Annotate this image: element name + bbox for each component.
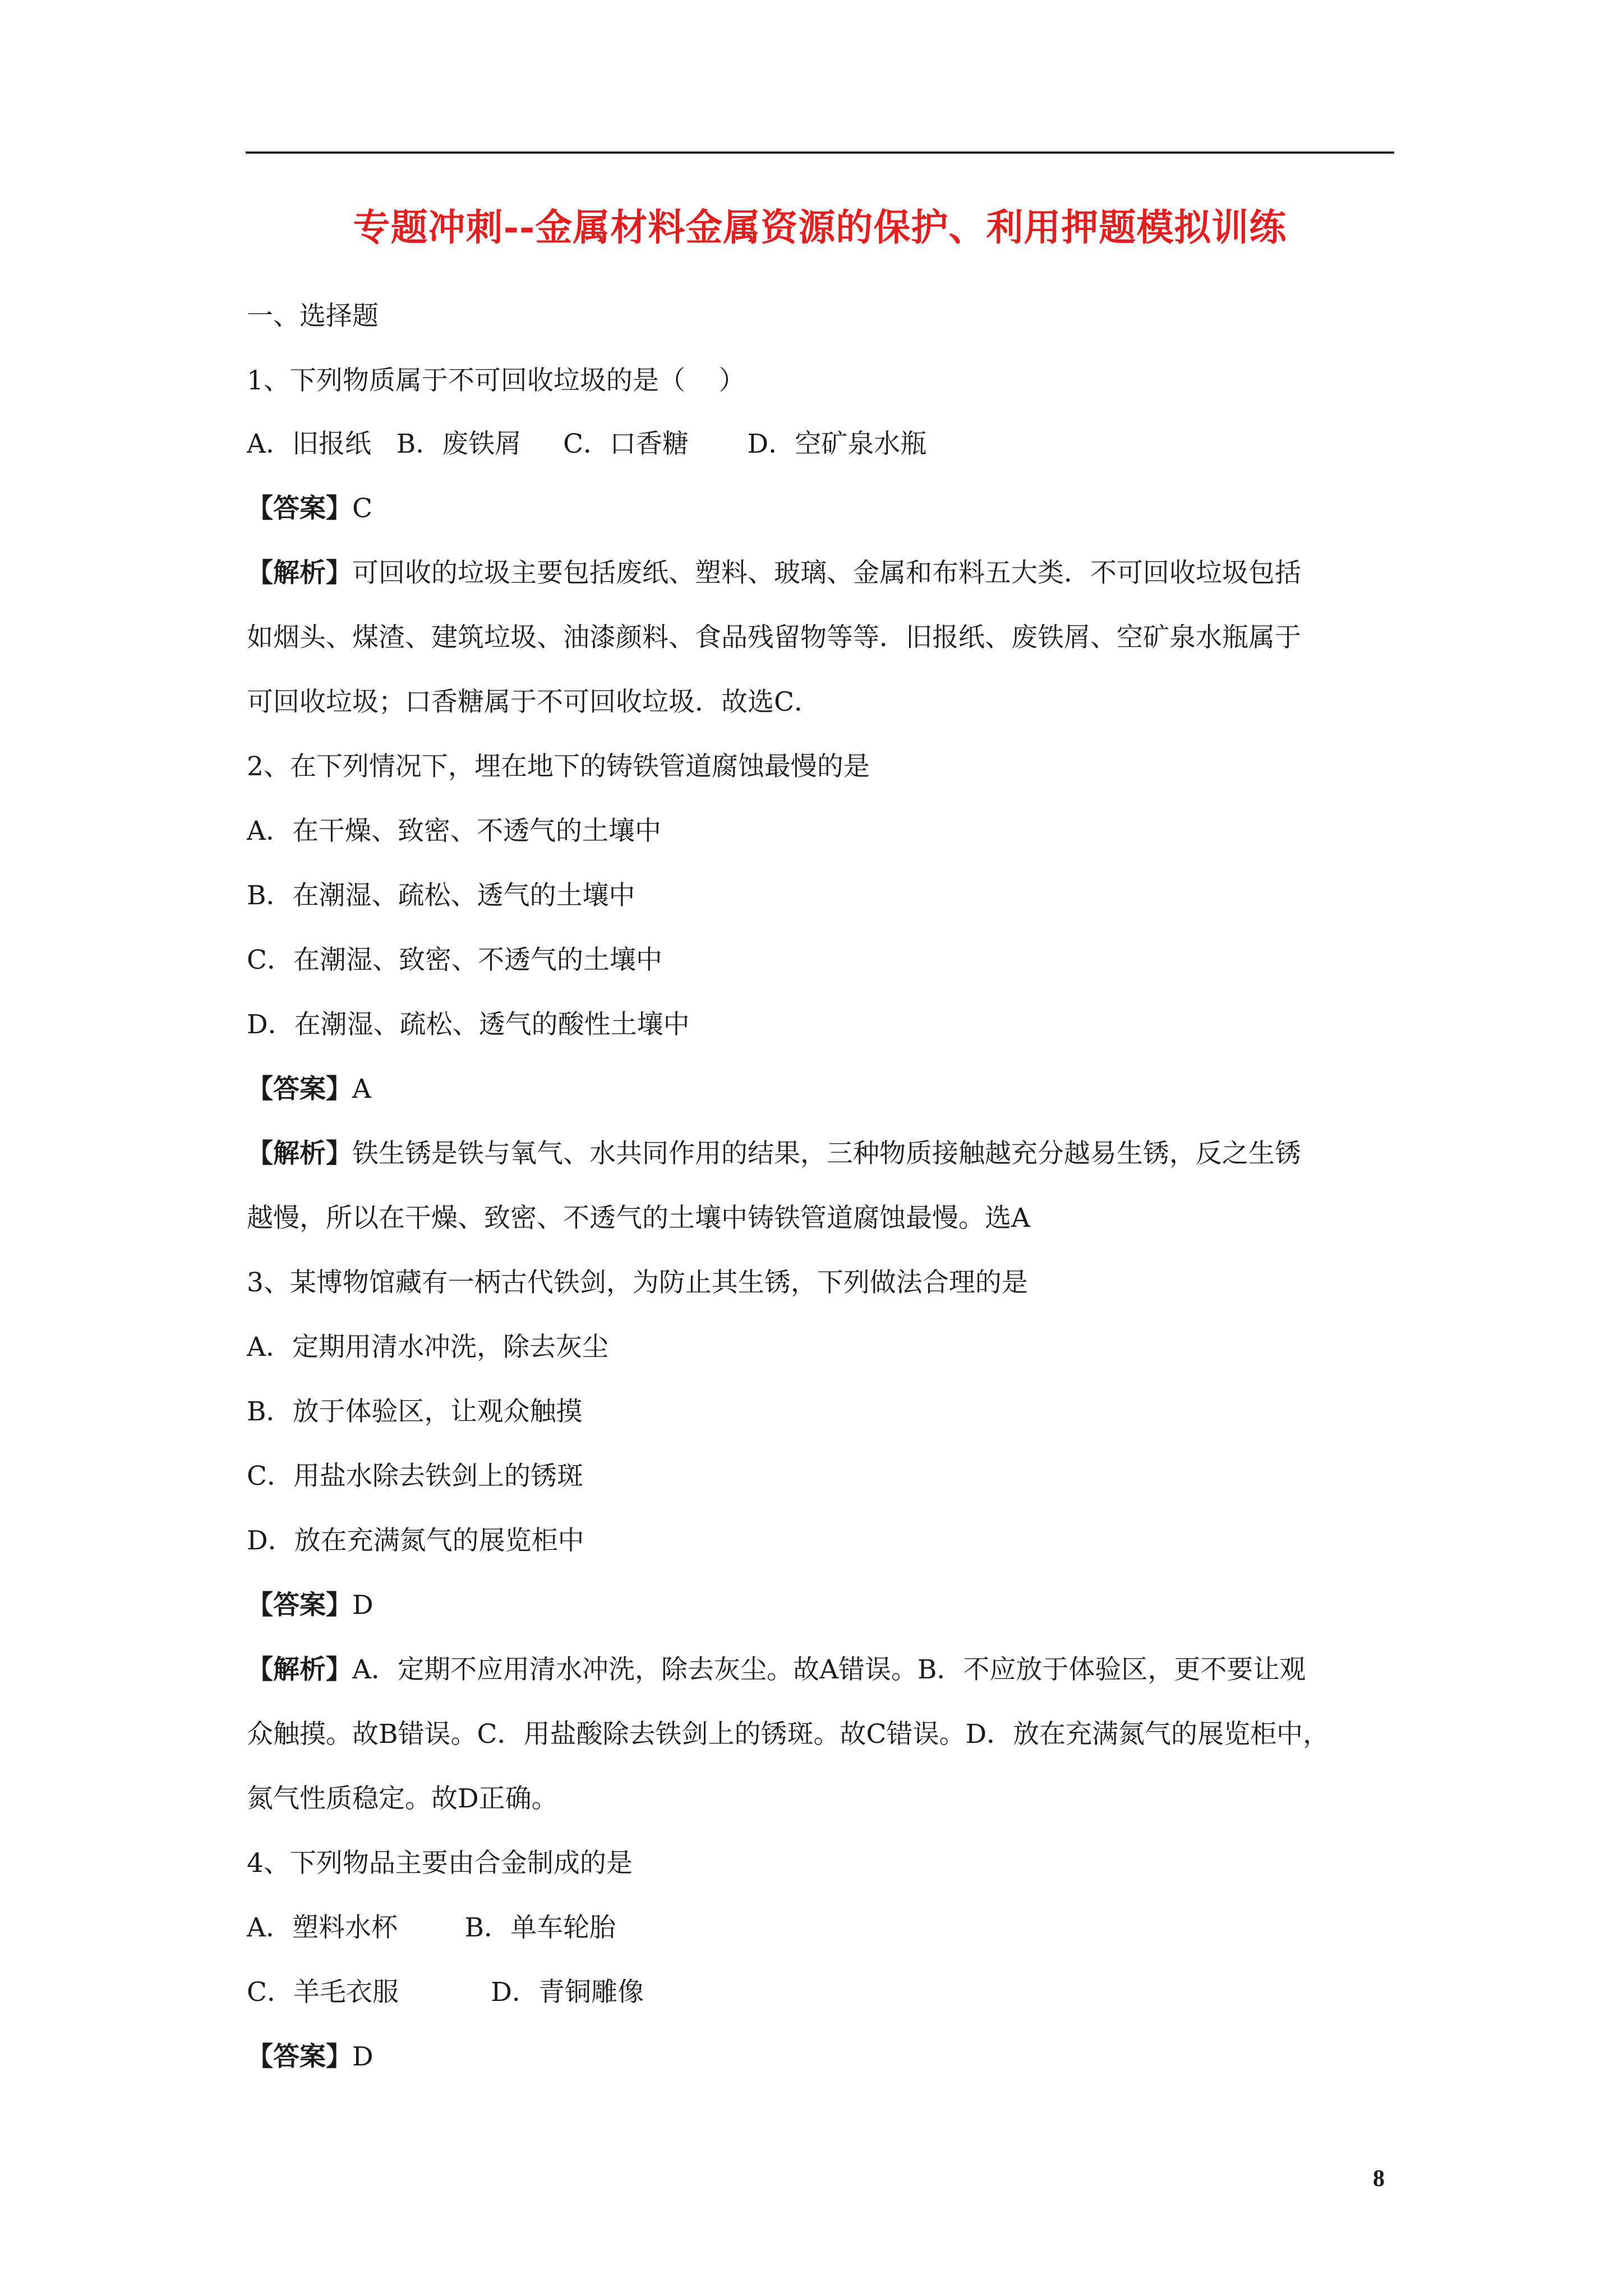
option-line: D．在潮湿、疏松、透气的酸性土壤中 [247,1009,690,1040]
question-1-stem: 1、下列物质属于不可回收垃圾的是（ ） [247,365,745,396]
page-title: 专题冲刺--金属材料金属资源的保护、利用押题模拟训练 [353,205,1287,249]
header-rule [246,151,1394,154]
page-number: 8 [1373,2166,1385,2192]
option-line: A．在干燥、致密、不透气的土壤中 [247,816,661,846]
question-2-answer [247,1074,371,1105]
analysis-line: 如烟头、煤渣、建筑垃圾、油漆颜料、食品残留物等等．旧报纸、废铁屑、空矿泉水瓶属于 [247,622,1301,653]
option-line: A．定期用清水冲洗，除去灰尘 [247,1332,608,1363]
option-line: C．在潮湿、致密、不透气的土壤中 [247,945,662,976]
answer-tag: 【答案】 [247,1590,352,1621]
question-3-answer [247,1590,374,1621]
option-line: C．羊毛衣服 D．青铜雕像 [247,1977,644,2008]
question-1-analysis [247,560,1301,586]
answer-value: A [352,1074,371,1105]
answer-tag: 【答案】 [247,2041,352,2072]
analysis-line: 越慢，所以在干燥、致密、不透气的土壤中铸铁管道腐蚀最慢。选A [247,1203,1030,1234]
question-2-stem: 2、在下列情况下，埋在地下的铸铁管道腐蚀最慢的是 [247,751,870,782]
option-line: C．用盐水除去铁剑上的锈斑 [247,1461,583,1492]
analysis-line: 铁生锈是铁与氧气、水共同作用的结果，三种物质接触越充分越易生锈，反之生锈 [352,1138,1301,1169]
analysis-line: 可回收的垃圾主要包括废纸、塑料、玻璃、金属和布料五大类．不可回收垃圾包括 [352,558,1301,588]
analysis-line: 氮气性质稳定。故D正确。 [247,1783,558,1814]
option-line: B．放于体验区，让观众触摸 [247,1396,583,1427]
analysis-tag: 【解析】 [247,558,352,588]
question-1-answer [247,495,372,522]
question-4-stem: 4、下列物品主要由合金制成的是 [247,1848,633,1879]
option-line: B．在潮湿、疏松、透气的土壤中 [247,880,635,911]
analysis-tag: 【解析】 [247,1654,352,1685]
question-3-analysis [247,1654,1306,1685]
analysis-line: A．定期不应用清水冲洗，除去灰尘。故A错误。B．不应放于体验区，更不要让观 [352,1654,1306,1685]
answer-value: D [352,2041,374,2072]
question-2-analysis [247,1140,1301,1167]
answer-value: C [352,493,372,524]
answer-tag: 【答案】 [247,1074,352,1105]
option-line: D．放在充满氮气的展览柜中 [247,1525,584,1556]
section-heading: 一、选择题 [247,301,379,332]
analysis-line: 可回收垃圾；口香糖属于不可回收垃圾．故选C． [247,687,820,717]
analysis-line: 众触摸。故B错误。C．用盐酸除去铁剑上的锈斑。故C错误。D．放在充满氮气的展览柜中， [247,1719,1330,1750]
option-line: A．塑料水杯 B．单车轮胎 [247,1912,616,1943]
question-3-stem: 3、某博物馆藏有一柄古代铁剑，为防止其生锈，下列做法合理的是 [247,1267,1028,1298]
answer-value: D [352,1590,374,1621]
answer-tag: 【答案】 [247,493,352,524]
question-4-answer [247,2041,374,2072]
analysis-tag: 【解析】 [247,1138,352,1169]
question-1-options: A．旧报纸 B．废铁屑 C．口香糖 D．空矿泉水瓶 [247,429,927,459]
